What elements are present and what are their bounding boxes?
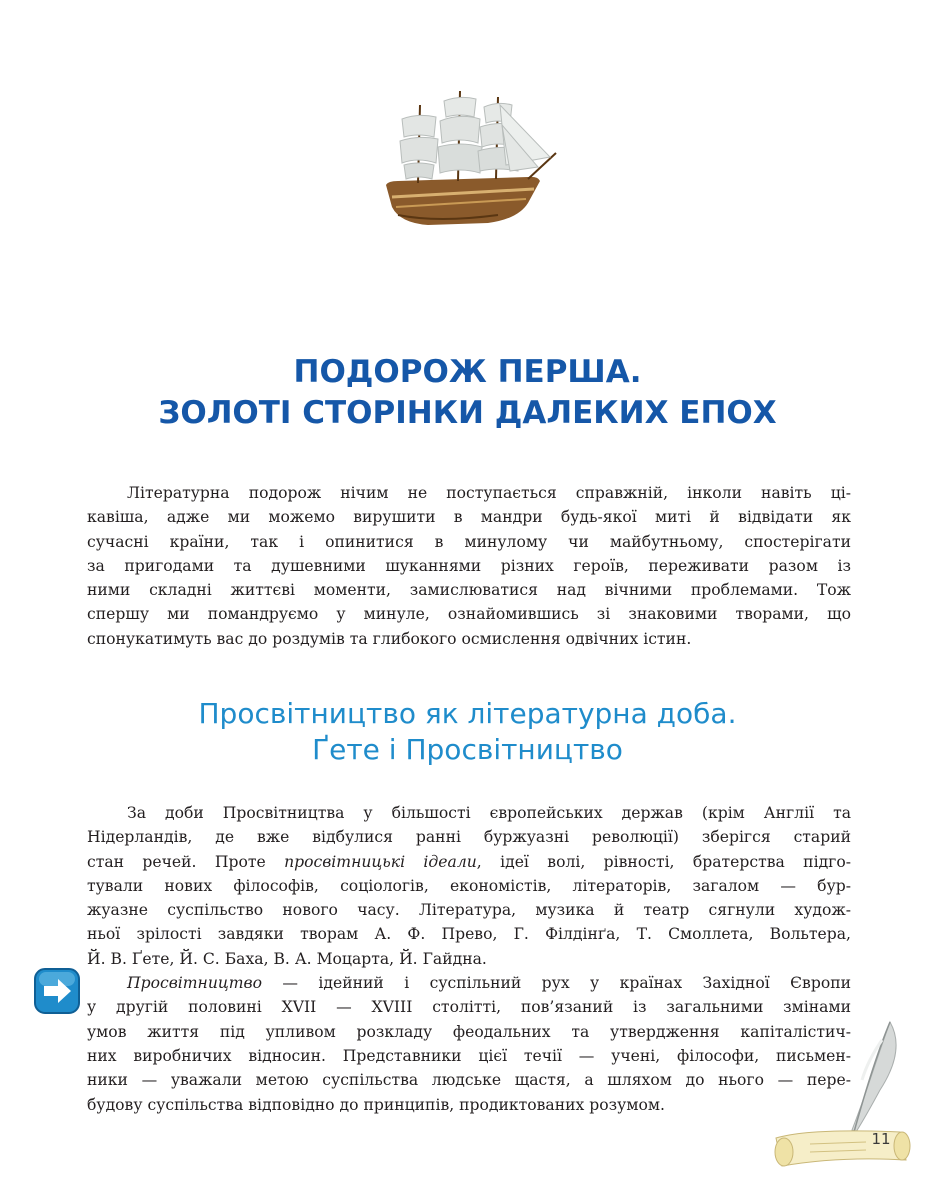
chapter-title (60, 352, 875, 434)
body-line: жуазне суспільство нового часу. Література, музика й театр сягнули худож- (87, 901, 851, 920)
emphasized-term: Просвітництво (127, 974, 262, 993)
body-text-segment: — ідейний і суспільний рух у країнах Західної Європи (262, 974, 851, 993)
body-line: Нідерландів, де вже відбулися ранні буржуазні революції) зберігся старий (87, 828, 851, 847)
sailing-ship-illustration (378, 85, 558, 230)
section-title-line-1: Просвітництво як літературна доба. (198, 697, 737, 730)
body-line: ньої зрілості завдяки творам А. Ф. Прево, Г. Філдінґа, Т. Смоллета, Вольтера, (87, 925, 851, 944)
body-line: тували нових філософів, соціологів, економістів, літераторів, загалом — бур- (87, 876, 851, 895)
body-line: них виробничих відносин. Представники цієї течії — учені, філософи, письмен- (87, 1046, 851, 1065)
intro-line: спонукатимуть вас до роздумів та глибокого осмислення одвічних істин. (87, 629, 692, 648)
intro-paragraph (87, 481, 851, 651)
body-line: умов життя під упливом розкладу феодальних та утвердження капіталістич- (87, 1022, 851, 1041)
body-line: За доби Просвітництва у більшості європейських держав (крім Англії та (127, 804, 851, 822)
arrow-right-icon (34, 968, 80, 1014)
body-text (87, 801, 851, 1117)
intro-line: Літературна подорож нічим не поступається справжній, інколи навіть ці- (127, 484, 851, 502)
emphasized-term: просвітницькі ідеали (284, 852, 477, 871)
section-title-line-2: Ґете і Просвітництво (312, 733, 623, 766)
body-line: Й. В. Ґете, Й. С. Баха, В. А. Моцарта, Й. Гайдна. (87, 949, 487, 968)
section-title (60, 696, 875, 768)
body-line: ники — уважали метою суспільства людське щастя, а шляхом до нього — пере- (87, 1071, 851, 1090)
chapter-title-line-1: ПОДОРОЖ ПЕРША. (293, 354, 642, 390)
intro-line: спершу ми помандруємо у минуле, ознайомившись зі знаковими творами, що (87, 605, 851, 624)
body-text-segment: стан речей. Проте (87, 852, 285, 871)
body-line (87, 850, 851, 874)
page-number: 11 (871, 1130, 891, 1148)
body-line (87, 971, 851, 995)
body-text-segment: , ідеї волі, рівності, братерства підго- (476, 852, 851, 871)
intro-line: сучасні країни, так і опинитися в минулому чи майбутньому, спостерігати (87, 532, 851, 551)
intro-line: ними складні життєві моменти, замислюватися над вічними проблемами. Тож (87, 581, 851, 600)
intro-line: за пригодами та душевними шуканнями різних героїв, переживати разом із (87, 556, 851, 575)
intro-line: кавіша, адже ми можемо вирушити в мандри будь-якої миті й відвідати як (87, 508, 851, 527)
body-line: будову суспільства відповідно до принципів, продиктованих розумом. (87, 1095, 665, 1114)
chapter-title-line-2: ЗОЛОТІ СТОРІНКИ ДАЛЕКИХ ЕПОХ (158, 395, 777, 431)
body-line: у другій половині XVII — XVIII столітті, пов’язаний із загальними змінами (87, 998, 851, 1017)
